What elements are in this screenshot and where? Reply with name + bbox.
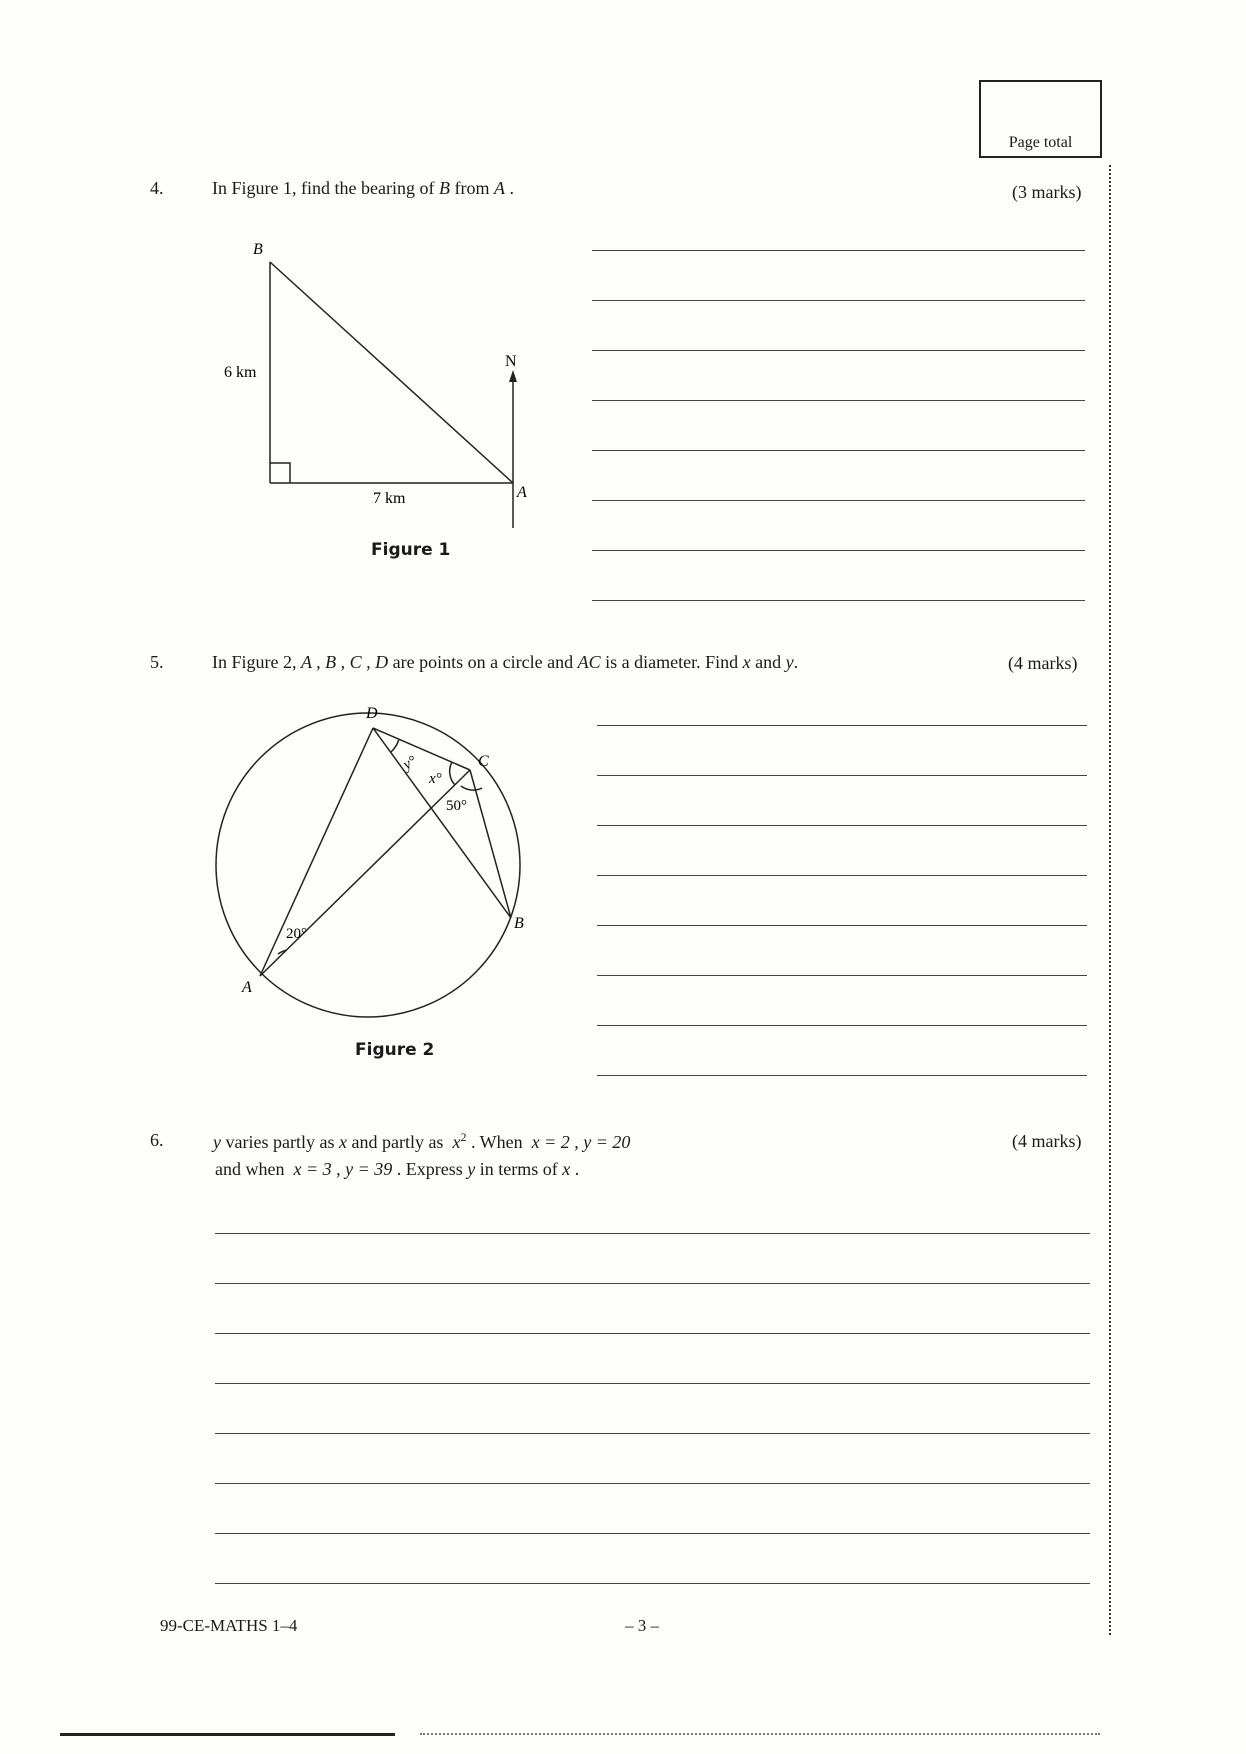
- fig2-arc-y: [391, 739, 399, 752]
- q5-answer-line: [597, 1025, 1087, 1026]
- q4-answer-line: [592, 500, 1085, 501]
- q6-number: 6.: [150, 1130, 164, 1150]
- fig1-side-horizontal-label: 7 km: [373, 490, 406, 507]
- q5-text-2: are points on a circle and: [392, 652, 574, 672]
- q6-line-2: [215, 1159, 579, 1180]
- scan-edge-mark: [60, 1733, 395, 1736]
- fig2-arc-50: [461, 786, 482, 790]
- q6-text-end: .: [574, 1159, 580, 1179]
- q6-answer-line: [215, 1433, 1090, 1434]
- scan-edge-dots: [420, 1733, 1100, 1735]
- q4-answer-line: [592, 300, 1085, 301]
- q6-var-x2: x: [452, 1132, 461, 1152]
- q6-answer-line: [215, 1283, 1090, 1284]
- q4-number: 4.: [150, 178, 164, 198]
- fig1-label-b: B: [253, 241, 263, 258]
- fig2-line-cb: [470, 770, 511, 918]
- fig1-side-vertical-label: 6 km: [224, 364, 257, 381]
- q6-answer-line: [215, 1483, 1090, 1484]
- figure-1-caption: Figure 1: [371, 540, 451, 560]
- q5-answer-line: [597, 825, 1087, 826]
- q6-answer-line: [215, 1383, 1090, 1384]
- figure-2: [200, 700, 540, 1030]
- q4-marks: (3 marks): [1012, 182, 1082, 202]
- q6-condition-1: x = 2 , y = 20: [531, 1132, 631, 1152]
- fig2-angle-x: x°: [429, 771, 442, 787]
- q5-number: 5.: [150, 652, 164, 672]
- q6-var-y: y: [213, 1132, 221, 1152]
- fig2-label-c: C: [478, 753, 489, 770]
- q4-answer-line: [592, 600, 1085, 601]
- fig2-line-ad: [260, 728, 373, 976]
- q6-text-varies: varies partly as: [225, 1132, 335, 1152]
- fig2-angle-50: 50°: [446, 798, 467, 814]
- figure-2-caption: Figure 2: [355, 1040, 435, 1060]
- q5-points: A , B , C , D: [301, 652, 389, 672]
- q4-answer-line: [592, 250, 1085, 251]
- q6-answer-line: [215, 1233, 1090, 1234]
- q5-answer-line: [597, 975, 1087, 976]
- page-total-box: [979, 80, 1102, 158]
- q5-text: [212, 652, 798, 673]
- q5-diam: AC: [577, 652, 601, 672]
- q6-text-when: . When: [470, 1132, 523, 1152]
- q6-var-x: x: [338, 1132, 347, 1152]
- page-total-label: Page total: [1008, 134, 1073, 151]
- fig2-arc-x: [450, 762, 455, 785]
- fig2-label-d: D: [366, 705, 378, 722]
- footer-page-number: – 3 –: [625, 1616, 659, 1635]
- q5-answer-line: [597, 1075, 1087, 1076]
- q6-condition-2: x = 3 , y = 39: [293, 1159, 393, 1179]
- q5-x: x: [742, 652, 751, 672]
- q4-var-b: B: [438, 178, 450, 198]
- q4-text: [212, 178, 514, 199]
- fig2-label-a: A: [242, 979, 252, 996]
- fig2-label-b: B: [514, 915, 524, 932]
- q5-marks: (4 marks): [1008, 653, 1078, 673]
- fig1-label-a: A: [517, 484, 527, 501]
- q6-var-x3: x: [562, 1159, 571, 1179]
- q6-answer-line: [215, 1533, 1090, 1534]
- q4-text-before: In Figure 1, find the bearing of: [212, 178, 435, 198]
- q5-text-end: .: [793, 652, 799, 672]
- q6-line-1: [213, 1130, 630, 1153]
- q4-answer-line: [592, 550, 1085, 551]
- q6-marks: (4 marks): [1012, 1131, 1082, 1151]
- q5-text-and: and: [755, 652, 782, 672]
- q6-answer-line: [215, 1583, 1090, 1584]
- q6-text-in-terms: in terms of: [479, 1159, 558, 1179]
- q5-answer-line: [597, 925, 1087, 926]
- north-arrow-icon: [509, 370, 517, 382]
- q6-text-and-when: and when: [215, 1159, 285, 1179]
- fig2-line-ac: [260, 770, 470, 976]
- q6-superscript: 2: [460, 1130, 467, 1144]
- q4-text-end: .: [509, 178, 514, 198]
- fig1-label-n: N: [505, 353, 517, 370]
- q6-answer-line: [215, 1333, 1090, 1334]
- q5-text-1: In Figure 2,: [212, 652, 297, 672]
- footer-paper-code: 99-CE-MATHS 1–4: [160, 1616, 298, 1635]
- q4-text-mid: from: [454, 178, 490, 198]
- q5-answer-line: [597, 725, 1087, 726]
- q4-answer-line: [592, 400, 1085, 401]
- q6-var-y2: y: [467, 1159, 476, 1179]
- fig2-angle-20: 20°: [286, 926, 307, 942]
- fig2-line-db: [373, 728, 511, 918]
- fig2-angle-y: y°: [400, 753, 420, 774]
- fig1-hypotenuse: [270, 262, 513, 483]
- figure-1: [200, 230, 580, 560]
- q4-var-a: A: [493, 178, 505, 198]
- q5-answer-line: [597, 775, 1087, 776]
- q4-answer-line: [592, 350, 1085, 351]
- fig1-right-angle: [270, 463, 290, 483]
- q5-y: y: [785, 652, 794, 672]
- q5-answer-line: [597, 875, 1087, 876]
- q6-text-express: . Express: [396, 1159, 463, 1179]
- q5-text-3: is a diameter. Find: [605, 652, 739, 672]
- q6-text-partly: and partly as: [351, 1132, 444, 1152]
- q4-answer-line: [592, 450, 1085, 451]
- margin-rule: [1109, 165, 1111, 1635]
